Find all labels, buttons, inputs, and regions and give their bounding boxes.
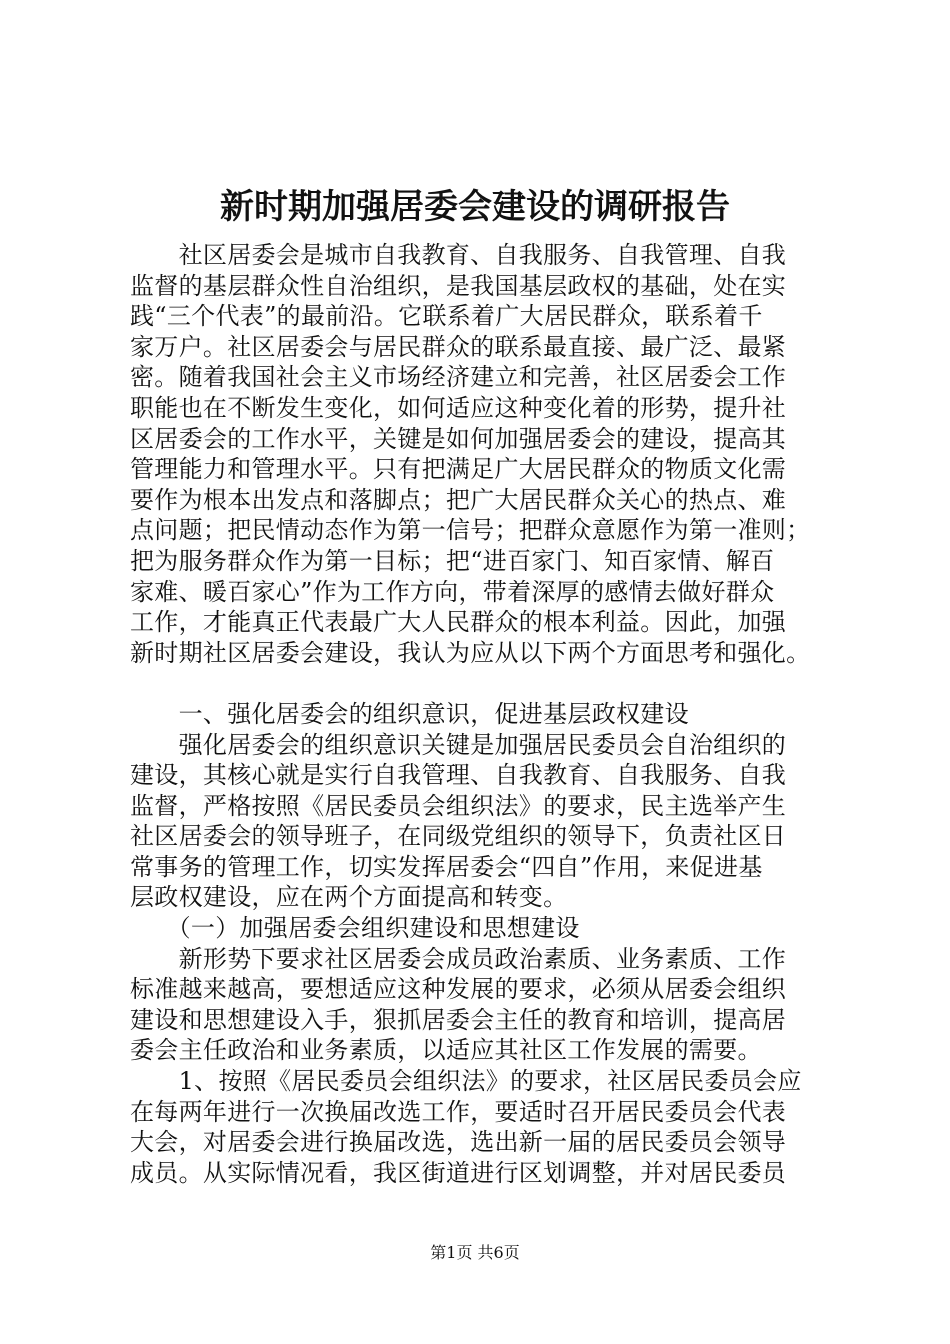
body-line: 成员。从实际情况看，我区街道进行区划调整，并对居民委员 bbox=[130, 1158, 787, 1187]
body-line: 家难、暖百家心”作为工作方向，带着深厚的感情去做好群众 bbox=[130, 577, 775, 606]
body-line: 工作，才能真正代表最广大人民群众的根本利益。因此，加强 bbox=[130, 608, 787, 637]
blank-line bbox=[130, 668, 860, 699]
body-line: （一）加强居委会组织建设和思想建设 bbox=[130, 914, 580, 943]
body-line: 把为服务群众作为第一目标；把“进百家门、知百家情、解百 bbox=[130, 546, 775, 575]
body-line: 监督，严格按照《居民委员会组织法》的要求，民主选举产生 bbox=[130, 791, 787, 820]
body-line: 新时期社区居委会建设，我认为应从以下两个方面思考和强化。 bbox=[130, 638, 811, 667]
body-line: 新形势下要求社区居委会成员政治素质、业务素质、工作 bbox=[130, 944, 787, 973]
body-line: 委会主任政治和业务素质，以适应其社区工作发展的需要。 bbox=[130, 1036, 762, 1065]
body-line: 家万户。社区居委会与居民群众的联系最直接、最广泛、最紧 bbox=[130, 332, 787, 361]
body-line: 强化居委会的组织意识关键是加强居民委员会自治组织的 bbox=[130, 730, 787, 759]
body-line: 大会，对居委会进行换届改选，选出新一届的居民委员会领导 bbox=[130, 1128, 787, 1157]
body-line: 职能也在不断发生变化，如何适应这种变化着的形势，提升社 bbox=[130, 393, 787, 422]
body-line: 标准越来越高，要想适应这种发展的要求，必须从居委会组织 bbox=[130, 975, 787, 1004]
body-line: 区居委会的工作水平，关键是如何加强居委会的建设，提高其 bbox=[130, 424, 787, 453]
body-line: 管理能力和管理水平。只有把满足广大居民群众的物质文化需 bbox=[130, 455, 787, 484]
body-line: 一、强化居委会的组织意识，促进基层政权建设 bbox=[130, 699, 689, 728]
body-line: 要作为根本出发点和落脚点；把广大居民群众关心的热点、难 bbox=[130, 485, 787, 514]
body-line: 1、按照《居民委员会组织法》的要求，社区居民委员会应 bbox=[130, 1067, 802, 1096]
document-title: 新时期加强居委会建设的调研报告 bbox=[220, 187, 730, 227]
body-line: 常事务的管理工作，切实发挥居委会“四自”作用，来促进基 bbox=[130, 852, 763, 881]
body-line: 社区居委会是城市自我教育、自我服务、自我管理、自我 bbox=[130, 241, 787, 269]
body-line: 社区居委会的领导班子，在同级党组织的领导下，负责社区日 bbox=[130, 822, 787, 851]
body-line: 在每两年进行一次换届改选工作，要适时召开居民委员会代表 bbox=[130, 1097, 787, 1126]
document-body bbox=[130, 240, 860, 1188]
page-footer: 第1页 共6页 bbox=[430, 1243, 520, 1262]
body-line: 点问题；把民情动态作为第一信号；把群众意愿作为第一准则； bbox=[130, 516, 811, 545]
body-line: 建设，其核心就是实行自我管理、自我教育、自我服务、自我 bbox=[130, 761, 787, 790]
body-line: 建设和思想建设入手，狠抓居委会主任的教育和培训，提高居 bbox=[130, 1005, 787, 1034]
body-line: 监督的基层群众性自治组织，是我国基层政权的基础，处在实 bbox=[130, 271, 787, 300]
body-line: 层政权建设，应在两个方面提高和转变。 bbox=[130, 883, 568, 912]
body-line: 密。随着我国社会主义市场经济建立和完善，社区居委会工作 bbox=[130, 363, 787, 392]
body-line: 践“三个代表”的最前沿。它联系着广大居民群众，联系着千 bbox=[130, 302, 763, 331]
